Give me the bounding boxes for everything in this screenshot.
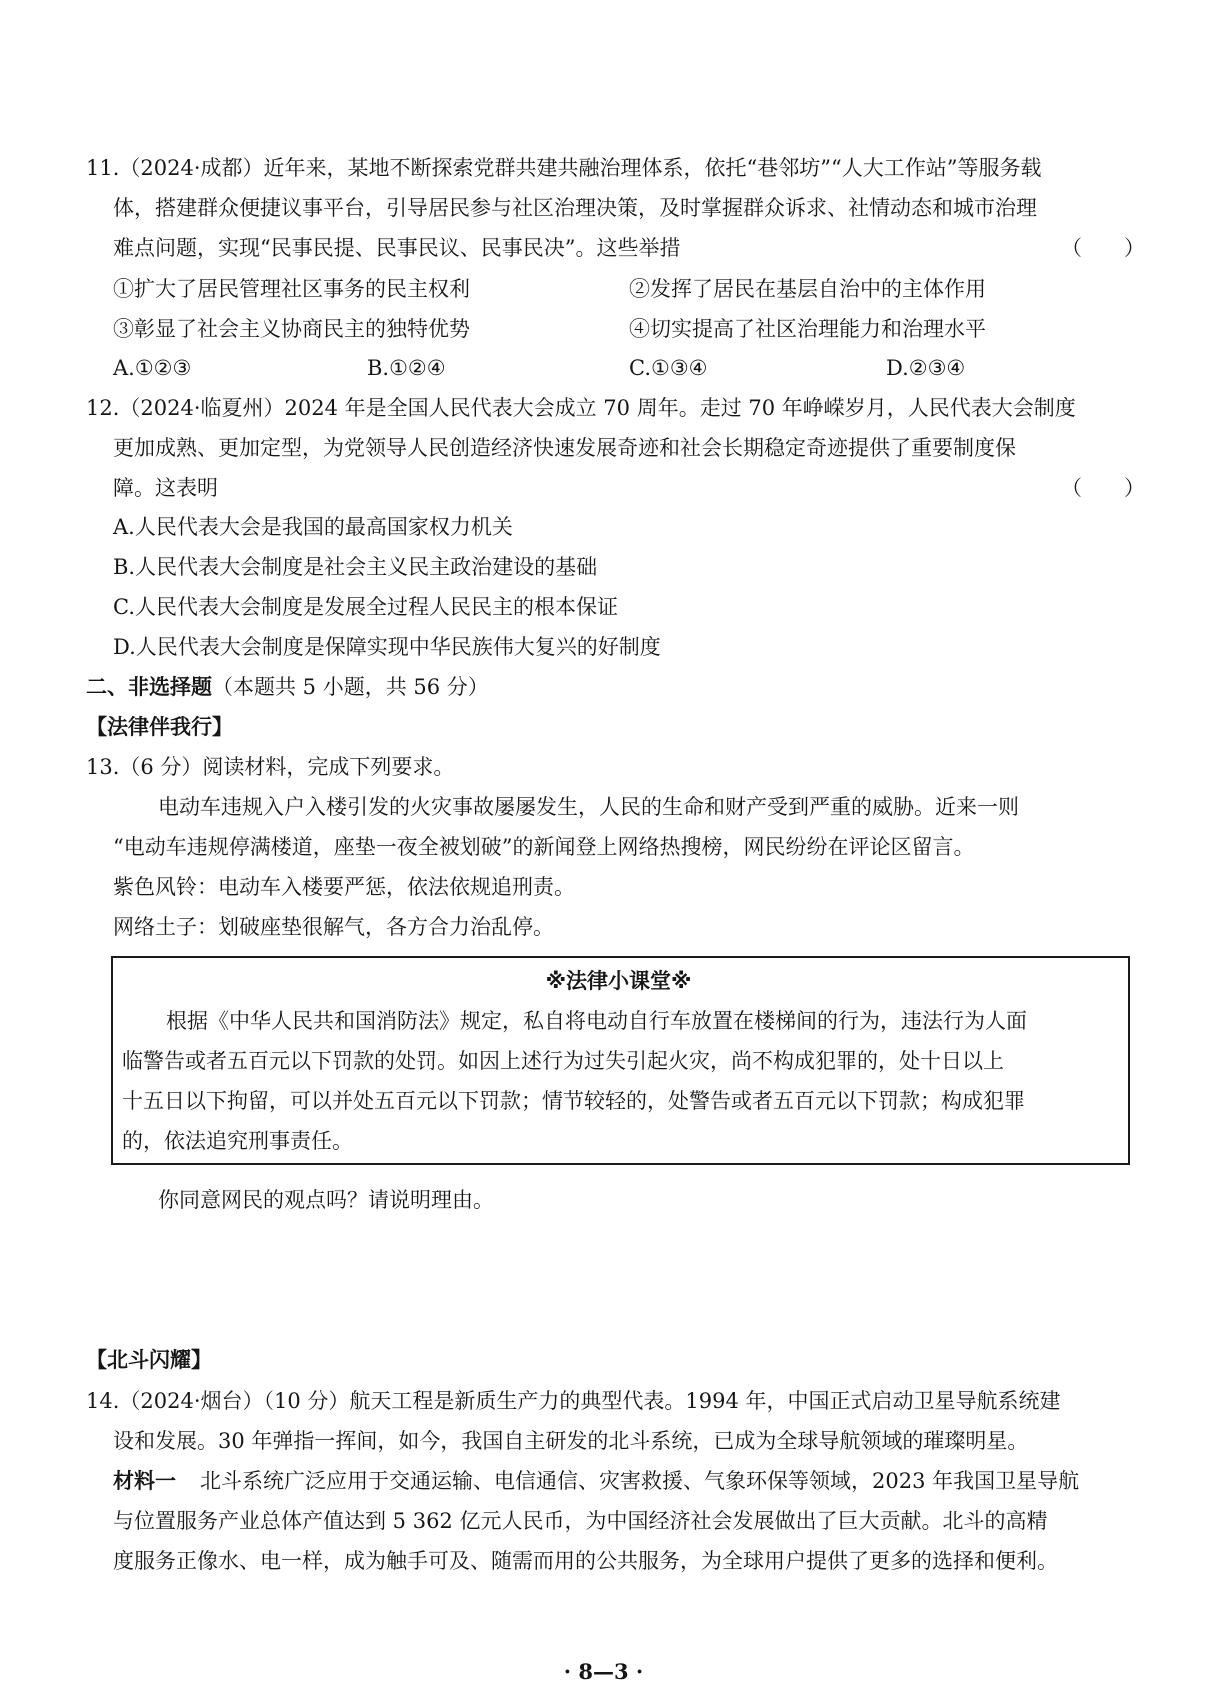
law-class-line-1: 根据《中华人民共和国消防法》规定，私自将电动自行车放置在楼梯间的行为，违法行为人面 <box>166 1009 1027 1033</box>
q12-stem-line-3: 障。这表明 <box>113 476 218 500</box>
q11-statement-2: ②发挥了居民在基层自治中的主体作用 <box>629 277 986 301</box>
q11-option-c: C.①③④ <box>629 356 708 380</box>
q12-option-a: A.人民代表大会是我国的最高国家权力机关 <box>113 515 513 539</box>
section-2-title: 二、非选择题 <box>86 675 212 699</box>
q11-option-b: B.①②④ <box>367 356 446 380</box>
q13-comment-2: 网络土子：划破座垫很解气，各方合力治乱停。 <box>113 915 554 939</box>
q12-option-c: C.人民代表大会制度是发展全过程人民民主的根本保证 <box>113 595 618 619</box>
law-class-line-3: 十五日以下拘留，可以并处五百元以下罚款；情节较轻的，处警告或者五百元以下罚款；构成犯罪 <box>122 1089 1025 1113</box>
beidou-section-heading: 【北斗闪耀】 <box>86 1348 212 1372</box>
law-class-line-2: 临警告或者五百元以下罚款的处罚。如因上述行为过失引起火灾，尚不构成犯罪的，处十日以上 <box>122 1049 1004 1073</box>
q11-statement-3: ③彰显了社会主义协商民主的独特优势 <box>113 317 470 341</box>
q14-stem-line-2: 设和发展。30 年弹指一挥间，如今，我国自主研发的北斗系统，已成为全球导航领域的璀璨明星。 <box>113 1429 1029 1453</box>
q13-comment-1: 紫色风铃：电动车入楼要严惩，依法依规追刑责。 <box>113 875 575 899</box>
q11-option-a: A.①②③ <box>113 356 192 380</box>
law-section-heading: 【法律伴我行】 <box>86 715 233 739</box>
q11-option-d: D.②③④ <box>886 356 966 380</box>
q12-option-d: D.人民代表大会制度是保障实现中华民族伟大复兴的好制度 <box>113 635 661 659</box>
q13-question: 你同意网民的观点吗？请说明理由。 <box>158 1188 494 1212</box>
q14-material-label: 材料一 <box>113 1469 176 1493</box>
q14-material-text-1: 北斗系统广泛应用于交通运输、电信通信、灾害救援、气象环保等领域，2023 年我国卫星导航 <box>200 1469 1080 1493</box>
q12-stem-line-2: 更加成熟、更加定型，为党领导人民创造经济快速发展奇迹和社会长期稳定奇迹提供了重要制度保 <box>113 436 1016 460</box>
q11-answer-paren: （ ） <box>1061 236 1145 260</box>
q12-option-b: B.人民代表大会制度是社会主义民主政治建设的基础 <box>113 555 598 579</box>
section-2-heading <box>86 672 489 702</box>
q14-material-1-line-1 <box>113 1466 1079 1496</box>
law-class-line-4: 的，依法追究刑事责任。 <box>122 1129 353 1153</box>
q13-material-line-1: 电动车违规入户入楼引发的火灾事故屡屡发生，人民的生命和财产受到严重的威胁。近来一则 <box>158 795 1019 819</box>
page-number: · 8—3 · <box>563 1659 644 1684</box>
section-2-note: （本题共 5 小题，共 56 分） <box>212 675 489 699</box>
q12-stem-line-1: 12.（2024·临夏州）2024 年是全国人民代表大会成立 70 周年。走过 70 年峥嵘岁月，人民代表大会制度 <box>86 396 1076 420</box>
q11-stem-line-1: 11.（2024·成都）近年来，某地不断探索党群共建共融治理体系，依托“巷邻坊”“人大工作站”等服务载 <box>86 156 1042 180</box>
q14-material-1-line-3: 度服务正像水、电一样，成为触手可及、随需而用的公共服务，为全球用户提供了更多的选择和便利。 <box>113 1549 1058 1573</box>
law-class-title: ※法律小课堂※ <box>545 969 692 993</box>
q11-statement-1: ①扩大了居民管理社区事务的民主权利 <box>113 277 470 301</box>
q11-statement-4: ④切实提高了社区治理能力和治理水平 <box>629 317 986 341</box>
q11-stem-line-3: 难点问题，实现“民事民提、民事民议、民事民决”。这些举措 <box>113 236 681 260</box>
q14-material-1-line-2: 与位置服务产业总体产值达到 5 362 亿元人民币，为中国经济社会发展做出了巨大贡献。北斗的高精 <box>113 1509 1048 1533</box>
q11-stem-line-2: 体，搭建群众便捷议事平台，引导居民参与社区治理决策，及时掌握群众诉求、社情动态和城市治理 <box>113 196 1037 220</box>
q12-answer-paren: （ ） <box>1061 476 1145 500</box>
q13-material-line-2: “电动车违规停满楼道，座垫一夜全被划破”的新闻登上网络热搜榜，网民纷纷在评论区留言。 <box>113 835 975 859</box>
q13-stem: 13.（6 分）阅读材料，完成下列要求。 <box>86 755 455 779</box>
q14-stem-line-1: 14.（2024·烟台）（10 分）航天工程是新质生产力的典型代表。1994 年，中国正式启动卫星导航系统建 <box>86 1389 1061 1413</box>
